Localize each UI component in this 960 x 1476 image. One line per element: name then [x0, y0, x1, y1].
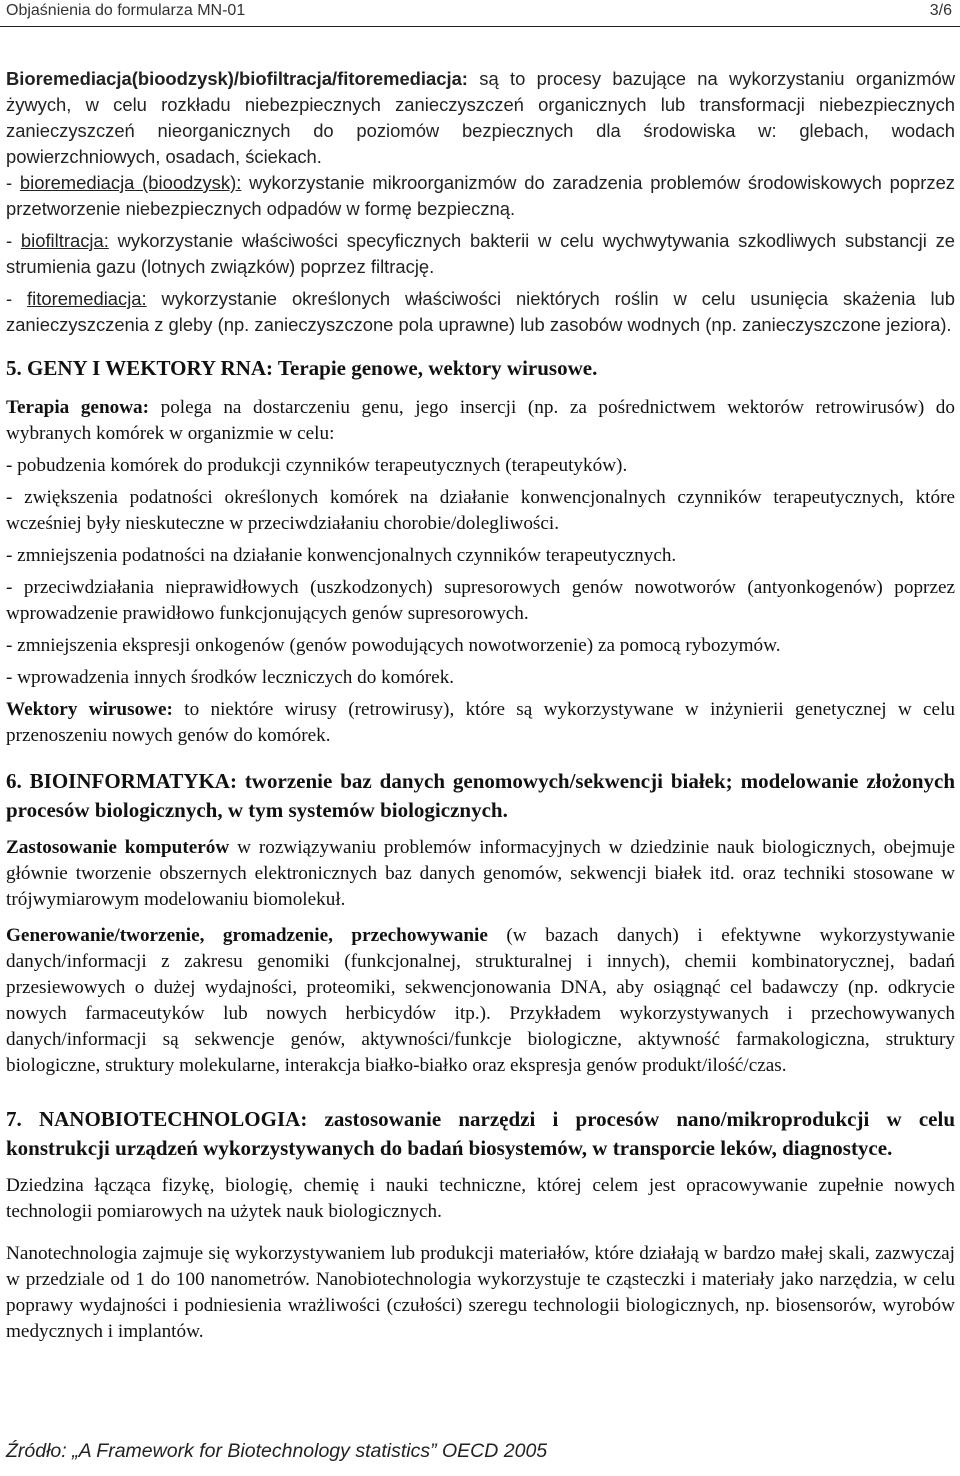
bioremediation-intro: Bioremediacja(bioodzysk)/biofiltracja/fitoremediacja: są to procesy bazujące na wykorzystaniu organizmów żywych, w celu rozkładu niebezpiecznych zanieczyszczeń organicznych lub transformacji niebezpiecznych zanieczyszczeń nieorganicznych do poziomów bezpiecznych dla środowiska w: glebach, wodach powierzchniowych, osadach, ściekach.	[6, 68, 955, 167]
section-5-heading: 5. GENY I WEKTORY RNA: Terapie genowe, wektory wirusowe.	[6, 356, 598, 380]
bioinformatics-paragraph-2: Generowanie/tworzenie, gromadzenie, przechowywanie (w bazach danych) i efektywne wykorzystywanie danych/informacji z zakresu genomiki (funkcjonalnej, strukturalnej i innych), chemii kombinatorycznej, badań przesiewowych o dużej wydajności, proteomiki, sekwencjonowania DNA, aby osiągnąć cel badawczy (np. odkrycie nowych farmaceutyków lub nowych herbicydów itp.). Przykładem wykorzystywanych i przechowywanych danych/informacji są sekwencje genów, aktywności/funkcje biologiczne, aktywność farmakologiczna, struktury biologiczne, struktury molekularne, interakcja białko-białko oraz ekspresja genów produkt/ilość/czas.	[6, 925, 955, 1076]
nanobiotech-paragraph-2: Nanotechnologia zajmuje się wykorzystywaniem lub produkcji materiałów, które działają w bardzo małej skali, zazwyczaj w przedziale od 1 do 100 nanometrów. Nanobiotechnologia wykorzystuje te cząsteczki i materiały jako narzędzia, w celu poprawy wydajności i podniesienia wrażliwości (czułości) szeregu technologii biologicznych, np. biosensorów, wyrobów medycznych i implantów.	[6, 1243, 955, 1342]
section-6-heading: 6. BIOINFORMATYKA: tworzenie baz danych genomowych/sekwencji białek; modelowanie złożonych procesów biologicznych, w tym systemów biologicznych.	[6, 769, 955, 822]
gene-therapy-bullet: - zmniejszenia podatności na działanie konwencjonalnych czynników terapeutycznych.	[6, 545, 677, 566]
bioinformatics-paragraph-1: Zastosowanie komputerów w rozwiązywaniu problemów informacyjnych w dziedzinie nauk biologicznych, obejmuje głównie tworzenie obszernych elektronicznych baz danych genomów, sekwencji białek itd. oraz techniki stosowane w trójwymiarowym modelowaniu biomolekuł.	[6, 837, 955, 910]
gene-therapy-bullet: - zmniejszenia ekspresji onkogenów (genów powodujących nowotworzenie) za pomocą rybozymów.	[6, 635, 781, 656]
page-number: 3/6	[929, 2, 952, 19]
biofiltration-item: - biofiltracja: wykorzystanie właściwości specyficznych bakterii w celu wychwytywania szkodliwych substancji ze strumienia gazu (lotnych związków) poprzez filtrację.	[6, 230, 955, 277]
phytoremediation-item-term: fitoremediacja:	[27, 288, 147, 309]
gene-therapy-bullet: - pobudzenia komórek do produkcji czynników terapeutycznych (terapeutyków).	[6, 455, 628, 476]
gene-therapy-paragraph: Terapia genowa: polega na dostarczeniu genu, jego insercji (np. za pośrednictwem wektorów retrowirusów) do wybranych komórek w organizmie w celu:	[6, 397, 955, 444]
viral-vectors-term: Wektory wirusowe:	[6, 699, 173, 720]
source-footnote: Źródło: „A Framework for Biotechnology statistics” OECD 2005	[6, 1440, 548, 1462]
gene-therapy-bullet: - przeciwdziałania nieprawidłowych (uszkodzonych) supresorowych genów nowotworów (antyonkogenów) poprzez wprowadzenie prawidłowo funkcjonujących genów supresorowych.	[6, 577, 955, 624]
section-7-heading: 7. NANOBIOTECHNOLOGIA: zastosowanie narzędzi i procesów nano/mikroprodukcji w celu konstrukcji urządzeń wykorzystywanych do badań biosystemów, w transporcie leków, diagnostyce.	[6, 1107, 955, 1160]
bioremediation-item-term: bioremediacja (bioodzysk):	[19, 172, 242, 193]
nanobiotech-paragraph-1: Dziedzina łącząca fizykę, biologię, chemię i nauki techniczne, której celem jest opracowywanie zupełnie nowych technologii pomiarowych na użytek nauk biologicznych.	[6, 1175, 955, 1222]
page-content	[6, 66, 955, 1345]
bioremediation-term: Bioremediacja(bioodzysk)/biofiltracja/fitoremediacja:	[6, 68, 468, 89]
biofiltration-item-term: biofiltracja:	[20, 230, 109, 251]
phytoremediation-item: - fitoremediacja: wykorzystanie określonych właściwości niektórych roślin w celu usunięcia skażenia lub zanieczyszczenia z gleby (np. zanieczyszczone pola uprawne) lub zasobów wodnych (np. zanieczyszczone jeziora).	[6, 288, 956, 335]
bioremediation-item: - bioremediacja (bioodzysk): wykorzystanie mikroorganizmów do zaradzenia problemów środowiskowych poprzez przetworzenie niebezpiecznych odpadów w formę bezpieczną.	[6, 172, 956, 219]
gene-therapy-term: Terapia genowa:	[6, 397, 150, 418]
page-header	[0, 0, 960, 27]
gene-therapy-bullet: - wprowadzenia innych środków leczniczych do komórek.	[6, 667, 455, 688]
gene-therapy-bullet: - zwiększenia podatności określonych komórek na działanie konwencjonalnych czynników terapeutycznych, które wcześniej były nieskuteczne w przeciwdziałaniu chorobie/dolegliwości.	[6, 487, 955, 534]
viral-vectors-paragraph: Wektory wirusowe: to niektóre wirusy (retrowirusy), które są wykorzystywane w inżynierii genetycznej w celu przenoszeniu nowych genów do komórek.	[6, 699, 956, 746]
document-title: Objaśnienia do formularza MN-01	[6, 2, 246, 19]
